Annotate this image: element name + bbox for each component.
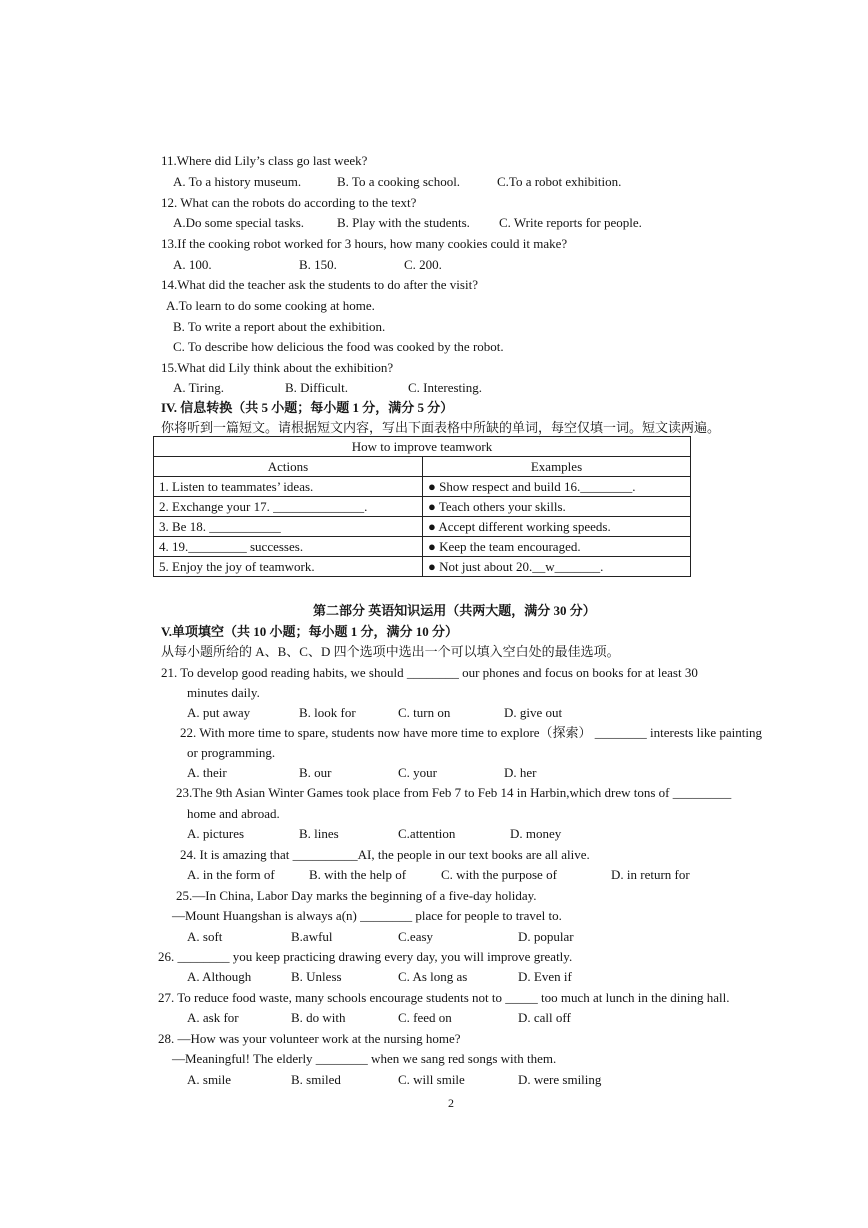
option-d: D. give out <box>504 705 563 720</box>
question-14-option-c: C. To describe how delicious the food was cooked by the robot. <box>173 339 504 354</box>
option-d: D. popular <box>518 929 574 944</box>
question-25: 25.—In China, Labor Day marks the beginning of a five-day holiday. <box>176 888 537 903</box>
option-b: B. lines <box>299 826 339 841</box>
option-b: B. do with <box>291 1010 346 1025</box>
question-14-option-a: A.To learn to do some cooking at home. <box>166 298 375 313</box>
question-22: 22. With more time to spare, students now have more time to explore（探索） ________ interests like painting <box>180 725 762 740</box>
option-b: B. with the help of <box>309 867 407 882</box>
option-a: A. smile <box>187 1072 232 1087</box>
option-a: A. their <box>187 765 227 780</box>
option-d: D. her <box>504 765 537 780</box>
section-5-title: V.单项填空（共 10 小题；每小题 1 分，满分 10 分） <box>161 624 458 639</box>
option-b: B. Difficult. <box>285 380 348 395</box>
option-b: B.awful <box>291 929 333 944</box>
option-b: B. our <box>299 765 332 780</box>
option-c: C.attention <box>398 826 456 841</box>
option-d: D. Even if <box>518 969 572 984</box>
option-b: B. look for <box>299 705 356 720</box>
action-cell: 4. 19._________ successes. <box>154 537 423 557</box>
question-27: 27. To reduce food waste, many schools encourage students not to _____ too much at lunch in the dining hall. <box>158 990 730 1005</box>
example-cell: ● Not just about 20.__w_______. <box>423 557 691 577</box>
question-15: 15.What did Lily think about the exhibition? <box>161 360 394 375</box>
action-cell: 1. Listen to teammates’ ideas. <box>154 477 423 497</box>
option-b: B. smiled <box>291 1072 341 1087</box>
question-26: 26. ________ you keep practicing drawing every day, you will improve greatly. <box>158 949 573 964</box>
option-a: A. To a history museum. <box>173 174 302 189</box>
section-4-title: IV. 信息转换（共 5 小题；每小题 1 分，满分 5 分） <box>161 400 454 415</box>
option-c: C. Write reports for people. <box>499 215 642 230</box>
section-5-instruction: 从每小题所给的 A、B、C、D 四个选项中选出一个可以填入空白处的最佳选项。 <box>161 644 620 659</box>
option-b: B. To a cooking school. <box>337 174 461 189</box>
option-a: A. Tiring. <box>173 380 224 395</box>
option-c: C. 200. <box>404 257 442 272</box>
question-11: 11.Where did Lily’s class go last week? <box>161 153 368 168</box>
question-23-continuation: home and abroad. <box>187 806 280 821</box>
option-d: D. money <box>510 826 562 841</box>
option-a: A. 100. <box>173 257 212 272</box>
option-b: B. Unless <box>291 969 342 984</box>
column-header-examples: Examples <box>423 457 691 477</box>
question-14-option-b: B. To write a report about the exhibition. <box>173 319 386 334</box>
table-title: How to improve teamwork <box>154 437 691 457</box>
question-13: 13.If the cooking robot worked for 3 hours, how many cookies could it make? <box>161 236 568 251</box>
question-24: 24. It is amazing that __________AI, the people in our text books are all alive. <box>180 847 590 862</box>
question-12: 12. What can the robots do according to the text? <box>161 195 417 210</box>
example-cell: ● Accept different working speeds. <box>423 517 691 537</box>
example-cell: ● Keep the team encouraged. <box>423 537 691 557</box>
option-d: D. call off <box>518 1010 571 1025</box>
option-c: C. your <box>398 765 437 780</box>
option-a: A. ask for <box>187 1010 239 1025</box>
question-22-continuation: or programming. <box>187 745 276 760</box>
question-21-continuation: minutes daily. <box>187 685 260 700</box>
option-a: A. pictures <box>187 826 245 841</box>
question-23: 23.The 9th Asian Winter Games took place from Feb 7 to Feb 14 in Harbin,which drew tons of _________ <box>176 785 732 800</box>
question-28-continuation: —Meaningful! The elderly ________ when we sang red songs with them. <box>172 1051 557 1066</box>
table-row <box>154 537 691 557</box>
option-c: C. As long as <box>398 969 468 984</box>
option-b: B. 150. <box>299 257 337 272</box>
section-4-instruction: 你将听到一篇短文。请根据短文内容，写出下面表格中所缺的单词，每空仅填一词。短文读两遍。 <box>161 420 721 435</box>
table-row <box>154 477 691 497</box>
example-cell: ● Teach others your skills. <box>423 497 691 517</box>
table-row <box>154 517 691 537</box>
question-21: 21. To develop good reading habits, we should ________ our phones and focus on books for at least 30 <box>161 665 698 680</box>
page-number: 2 <box>448 1096 454 1110</box>
table-title-row <box>154 437 691 457</box>
option-a: A. Although <box>187 969 252 984</box>
column-header-actions: Actions <box>154 457 423 477</box>
table-row <box>154 557 691 577</box>
question-14: 14.What did the teacher ask the students to do after the visit? <box>161 277 478 292</box>
option-a: A. soft <box>187 929 223 944</box>
action-cell: 3. Be 18. ___________ <box>154 517 423 537</box>
option-d: D. in return for <box>611 867 690 882</box>
teamwork-table <box>153 436 691 577</box>
option-a: A. in the form of <box>187 867 275 882</box>
option-c: C. with the purpose of <box>441 867 557 882</box>
option-c: C. turn on <box>398 705 451 720</box>
option-a: A. put away <box>187 705 251 720</box>
option-c: C.easy <box>398 929 434 944</box>
option-b: B. Play with the students. <box>337 215 470 230</box>
option-c: C. will smile <box>398 1072 465 1087</box>
question-28: 28. —How was your volunteer work at the nursing home? <box>158 1031 461 1046</box>
example-cell: ● Show respect and build 16.________. <box>423 477 691 497</box>
action-cell: 2. Exchange your 17. ______________. <box>154 497 423 517</box>
option-c: C. Interesting. <box>408 380 483 395</box>
option-c: C. feed on <box>398 1010 452 1025</box>
table-header-row <box>154 457 691 477</box>
action-cell: 5. Enjoy the joy of teamwork. <box>154 557 423 577</box>
option-d: D. were smiling <box>518 1072 602 1087</box>
option-c: C.To a robot exhibition. <box>497 174 622 189</box>
part-2-title: 第二部分 英语知识运用（共两大题，满分 30 分） <box>313 603 596 618</box>
option-a: A.Do some special tasks. <box>173 215 305 230</box>
question-25-continuation: —Mount Huangshan is always a(n) ________ place for people to travel to. <box>172 908 562 923</box>
table-row <box>154 497 691 517</box>
